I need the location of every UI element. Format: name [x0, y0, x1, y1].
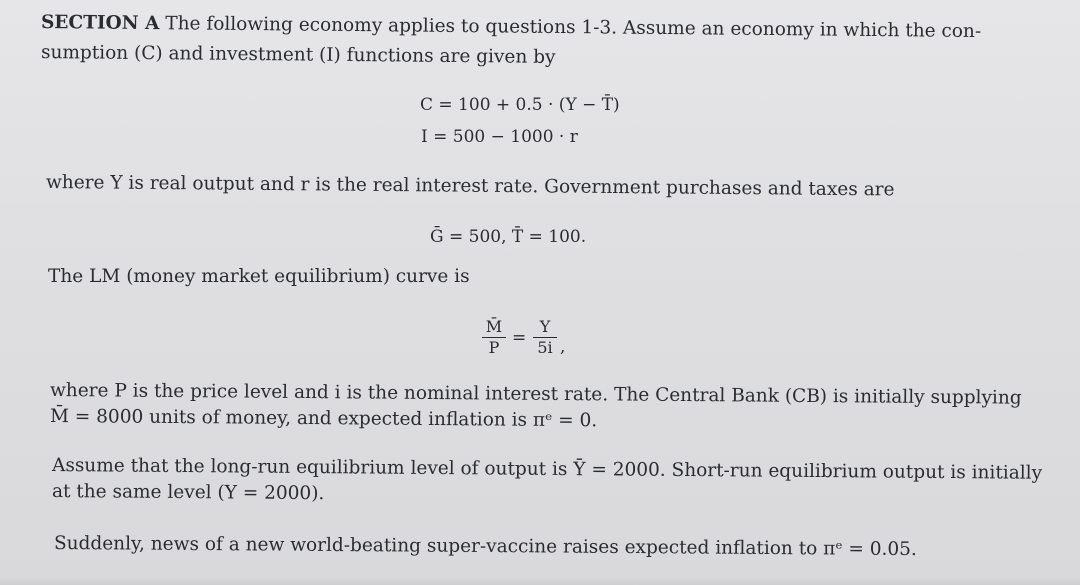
- intro-text-1: The following economy applies to questions 1-3. Assume an economy in which the con-: [159, 13, 982, 43]
- lm-interest-term: 5i: [537, 338, 553, 357]
- lm-equals: =: [512, 328, 527, 348]
- lm-money-supply: M̄: [485, 317, 503, 336]
- lm-curve-intro: The LM (money market equilibrium) curve is: [48, 266, 470, 287]
- lm-output: Y: [539, 317, 551, 336]
- lm-comma: ,: [560, 337, 566, 357]
- where-p-line-1: where P is the price level and i is the nominal interest rate. The Central Bank (CB) is initially supplying: [49, 380, 1022, 409]
- section-a-intro-line-2: sumption (C) and investment (I) functions are given by: [40, 42, 556, 68]
- where-y-sentence: where Y is real output and r is the real interest rate. Government purchases and taxes are: [45, 172, 895, 201]
- government-taxes-equation: Ḡ = 500, T̄ = 100.: [430, 227, 587, 247]
- page-bottom-edge: [0, 577, 1080, 585]
- lm-lhs-fraction: [482, 318, 506, 357]
- vaccine-news-sentence: Suddenly, news of a new world-beating super-vaccine raises expected inflation to πᵉ = 0.05.: [53, 533, 917, 561]
- consumption-equation: C = 100 + 0.5 · (Y − T̄): [420, 95, 620, 115]
- lm-rhs-fraction: [533, 318, 557, 357]
- section-a-intro-line-1: [41, 12, 981, 43]
- where-p-line-2: M̄ = 8000 units of money, and expected inflation is πᵉ = 0.: [49, 406, 598, 432]
- assume-line-1: Assume that the long-run equilibrium level of output is Ȳ = 2000. Short-run equilibrium output is initially: [51, 455, 1043, 484]
- section-a-heading: SECTION A: [40, 12, 160, 35]
- lm-price-level: P: [488, 338, 500, 357]
- investment-equation: I = 500 − 1000 · r: [421, 127, 578, 147]
- assume-line-2: at the same level (Y = 2000).: [51, 481, 325, 505]
